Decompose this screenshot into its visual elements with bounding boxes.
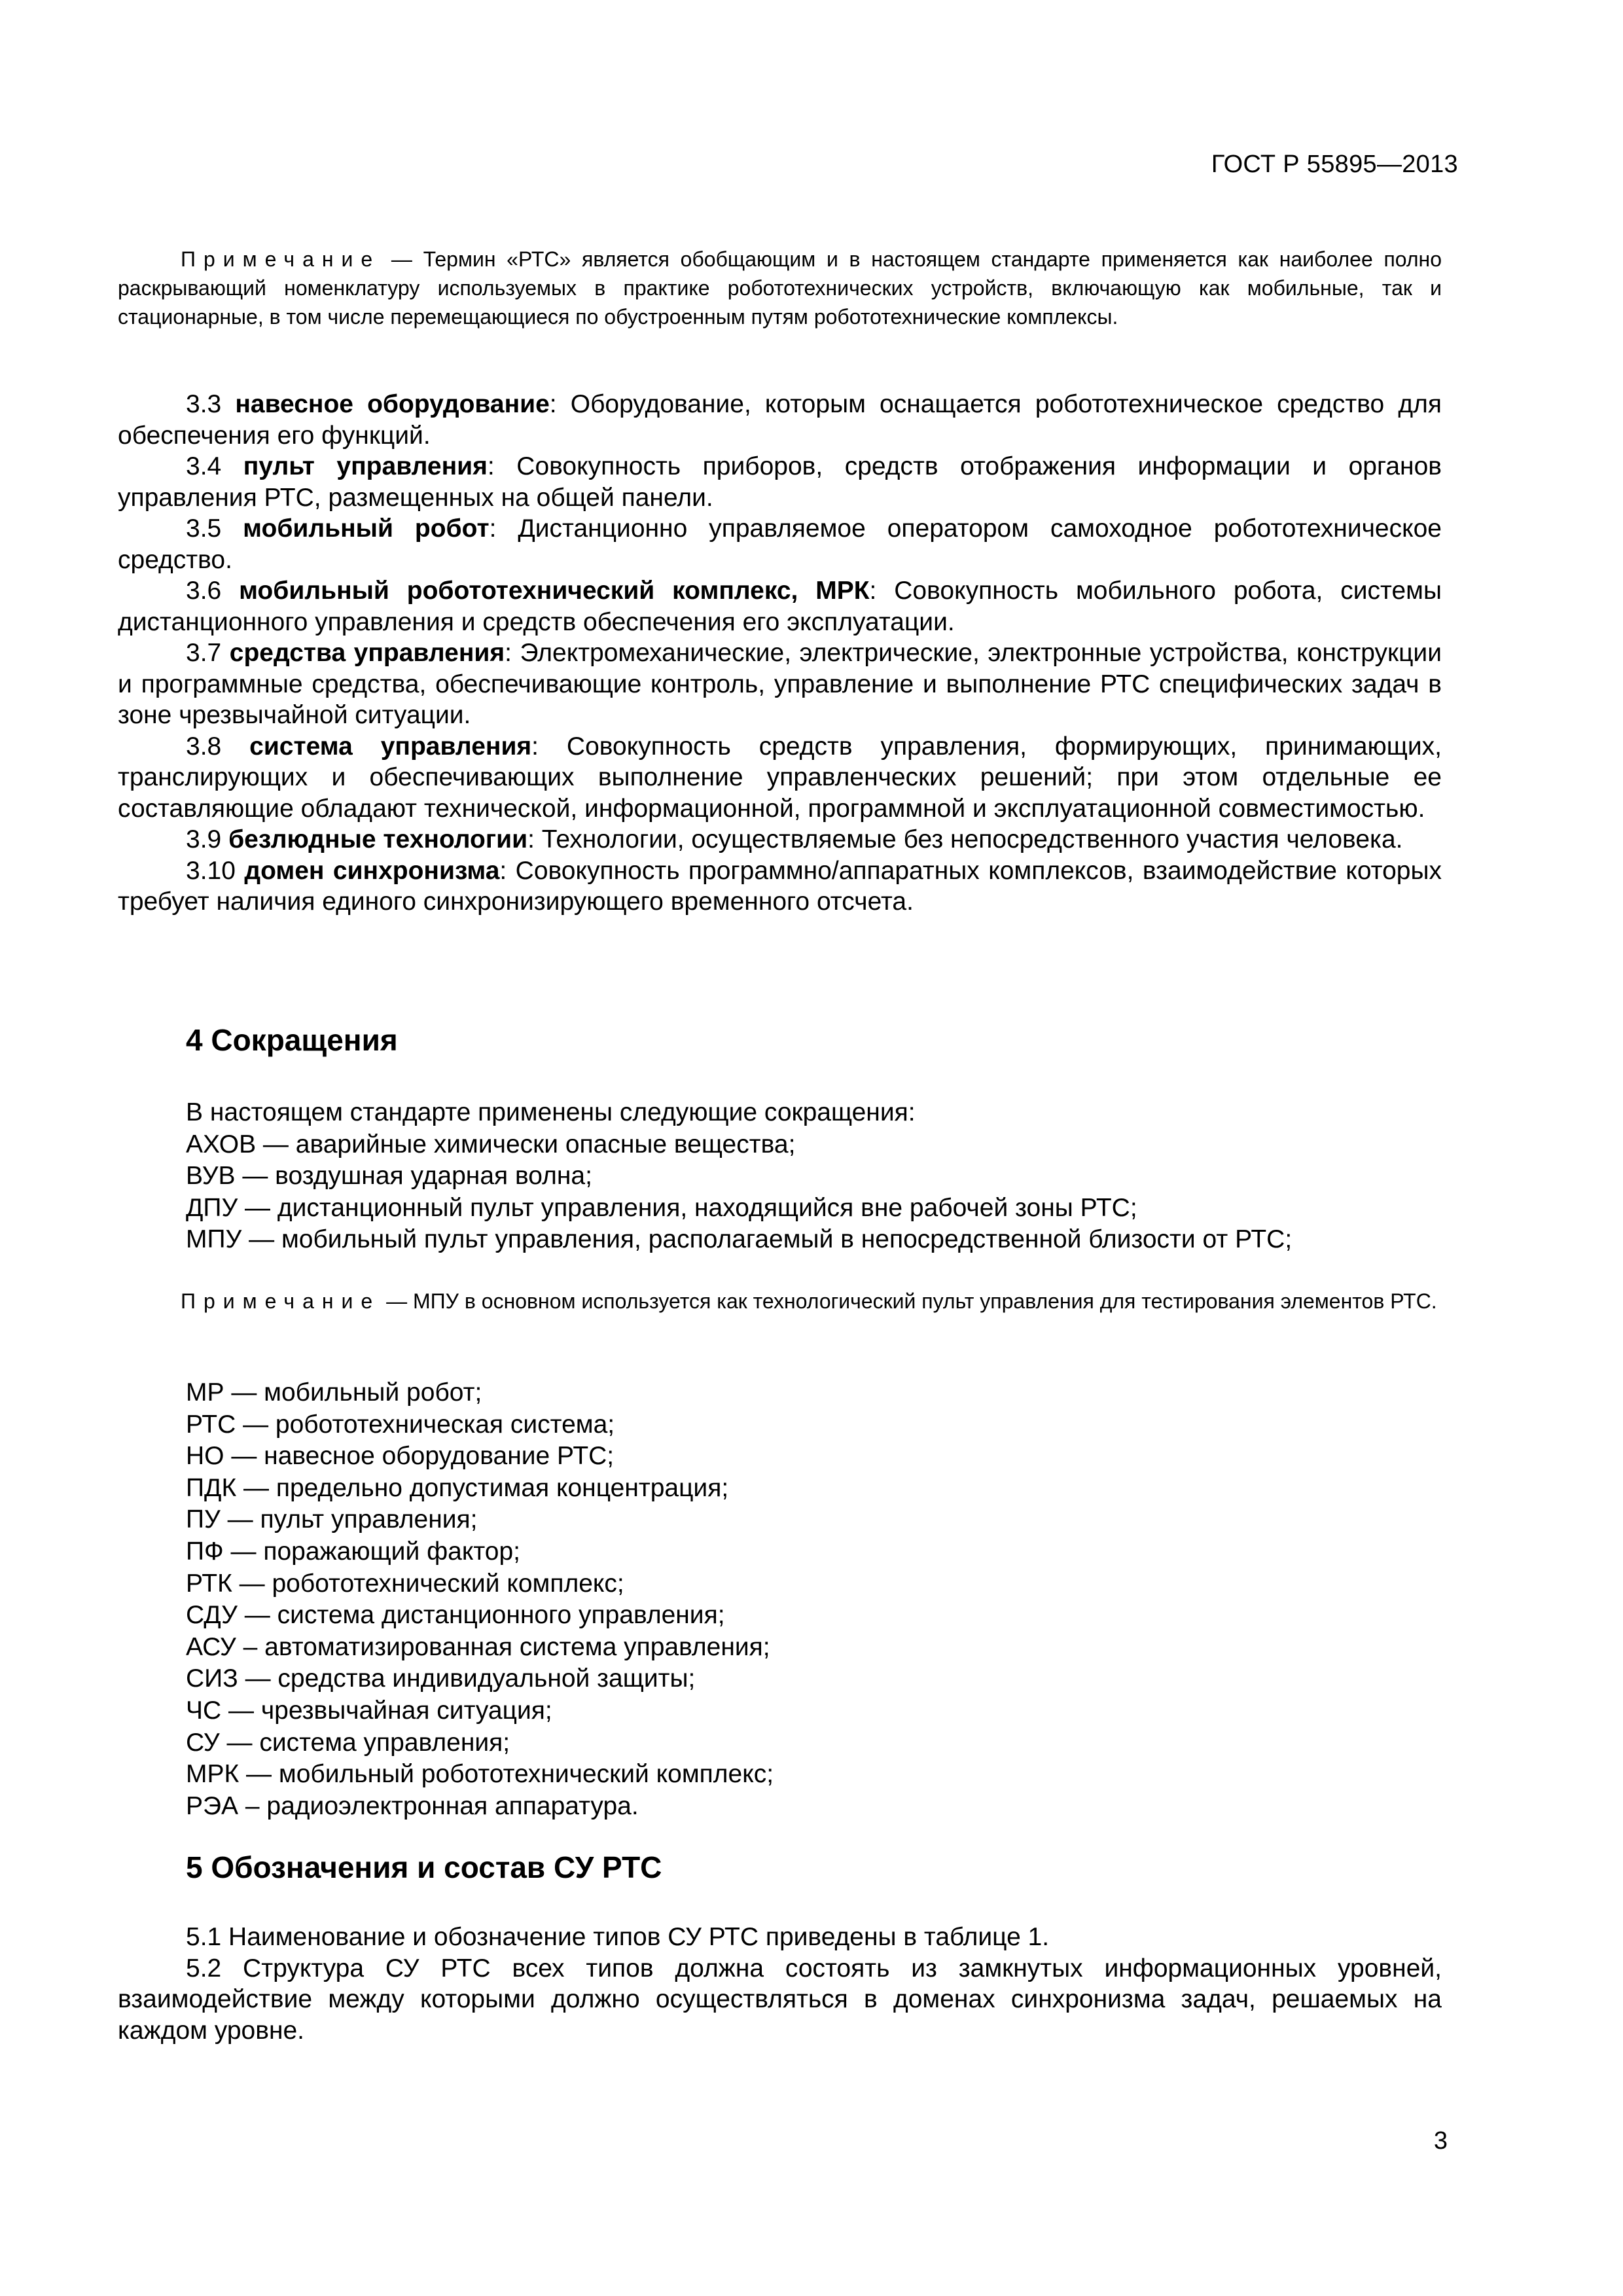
paragraph-5-1: 5.1 Наименование и обозначение типов СУ РТС приведены в таблице 1. [186, 1923, 1050, 1951]
section-4-heading: 4 Сокращения [186, 1023, 398, 1057]
term-3-9: 3.9 безлюдные технологии: Технологии, осуществляемые без непосредственного участия человека. [186, 825, 1403, 853]
term-name: средства управления [229, 639, 505, 667]
note-label: Примечание [181, 1289, 381, 1313]
abbreviation-item: МР — мобильный робот; [186, 1378, 482, 1407]
term-definition: : Совокупность мобильного робота, системы дистанционного управления и средств обеспечения его эксплуатации. [118, 577, 1442, 636]
abbreviation-item: ПФ — поражающий фактор; [186, 1537, 520, 1566]
abbreviation-item: АХОВ — аварийные химически опасные вещества; [186, 1130, 796, 1158]
abbreviation-item: ЧС — чрезвычайная ситуация; [186, 1696, 552, 1725]
terms-block [118, 389, 1442, 918]
term-definition: : Технологии, осуществляемые без непосредственного участия человека. [527, 825, 1403, 853]
abbreviation-item: АСУ – автоматизированная система управления; [186, 1632, 770, 1661]
term-3-4: 3.4 пульт управления: Совокупность приборов, средств отображения информации и органов управления РТС, размещенных на общей панели. [118, 452, 1442, 512]
note-rtc-term [118, 245, 1442, 331]
abbreviations-list-1 [186, 1097, 1292, 1256]
term-definition: : Совокупность средств управления, формирующих, принимающих, транслирующих и обеспечивающих выполнение управленческих решений; при этом отдельные ее составляющие обладают технической, информационной, программной и эксплуатационной совместимостью. [118, 732, 1442, 823]
abbreviations-list-2 [186, 1377, 774, 1822]
abbreviation-item: МПУ — мобильный пульт управления, располагаемый в непосредственной близости от РТС; [186, 1225, 1293, 1254]
abbreviation-item: СИЗ — средства индивидуальной защиты; [186, 1664, 696, 1693]
note-mpu [118, 1287, 1442, 1316]
note-text: — МПУ в основном используется как технологический пульт управления для тестирования элементов РТС. [380, 1289, 1437, 1313]
section-5-heading: 5 Обозначения и состав СУ РТС [186, 1850, 662, 1884]
abbreviation-item: ДПУ — дистанционный пульт управления, находящийся вне рабочей зоны РТС; [186, 1193, 1137, 1222]
note-label: Примечание [181, 247, 381, 271]
term-3-3: 3.3 навесное оборудование: Оборудование, которым оснащается робототехническое средство для обеспечения его функций. [118, 390, 1442, 450]
abbreviation-item: ВУВ — воздушная ударная волна; [186, 1162, 592, 1191]
note-text: — Термин «РТС» является обобщающим и в настоящем стандарте применяется как наиболее полно раскрывающий номенклатуру используемых в практике робототехнических устройств, включающую как мобильные, так и стационарные, в том числе перемещающиеся по обустроенным путям робототехнические комплексы. [118, 247, 1442, 329]
abbreviation-item: РЭА – радиоэлектронная аппаратура. [186, 1791, 639, 1820]
abbreviation-item: РТС — робототехническая система; [186, 1410, 615, 1439]
term-3-6: 3.6 мобильный робототехнический комплекс, МРК: Совокупность мобильного робота, системы дистанционного управления и средств обеспечения его эксплуатации. [118, 577, 1442, 636]
term-3-5: 3.5 мобильный робот: Дистанционно управляемое оператором самоходное робототехническое средство. [118, 514, 1442, 574]
section-5-body [118, 1922, 1442, 2046]
term-name: навесное оборудование [235, 390, 550, 418]
term-3-8: 3.8 система управления: Совокупность средств управления, формирующих, принимающих, транслирующих и обеспечивающих выполнение управленческих решений; при этом отдельные ее составляющие обладают технической, информационной, программной и эксплуатационной совместимостью. [118, 732, 1442, 823]
term-name: домен синхронизма [244, 856, 500, 885]
term-definition: : Совокупность приборов, средств отображения информации и органов управления РТС, размещенных на общей панели. [118, 452, 1442, 512]
term-name: пульт управления [243, 452, 488, 480]
page-number: 3 [1433, 2127, 1448, 2155]
document-id-header: ГОСТ Р 55895—2013 [1211, 151, 1458, 178]
term-name: мобильный робототехнический комплекс, МРК [239, 577, 870, 605]
term-definition: : Оборудование, которым оснащается робототехническое средство для обеспечения его функций. [118, 390, 1442, 450]
term-definition: : Совокупность программно/аппаратных комплексов, взаимодействие которых требует наличия единого синхронизирующего временного отсчета. [118, 856, 1442, 916]
abbreviation-item: МРК — мобильный робототехнический комплекс; [186, 1760, 774, 1789]
abbreviation-item: СУ — система управления; [186, 1728, 510, 1757]
term-3-10: 3.10 домен синхронизма: Совокупность программно/аппаратных комплексов, взаимодействие которых требует наличия единого синхронизирующего временного отсчета. [118, 856, 1442, 916]
abbreviation-item: ПУ — пульт управления; [186, 1505, 478, 1534]
term-definition: : Дистанционно управляемое оператором самоходное робототехническое средство. [118, 514, 1442, 574]
abbreviation-item: ПДК — предельно допустимая концентрация; [186, 1473, 729, 1502]
abbreviation-item: СДУ — система дистанционного управления; [186, 1601, 725, 1630]
abbreviation-item: НО — навесное оборудование РТС; [186, 1442, 615, 1471]
term-name: система управления [249, 732, 532, 761]
term-name: мобильный робот [243, 514, 490, 543]
term-name: безлюдные технологии [228, 825, 528, 853]
abbreviations-intro: В настоящем стандарте применены следующие сокращения: [186, 1098, 916, 1126]
paragraph-5-2: 5.2 Структура СУ РТС всех типов должна состоять из замкнутых информационных уровней, взаимодействие между которыми должно осуществляться в доменах синхронизма задач, решаемых на каждом уровне. [118, 1954, 1442, 2045]
abbreviation-item: РТК — робототехнический комплекс; [186, 1569, 624, 1598]
term-definition: : Электромеханические, электрические, электронные устройства, конструкции и программные средства, обеспечивающие контроль, управление и выполнение РТС специфических задач в зоне чрезвычайной ситуации. [118, 639, 1442, 729]
term-3-7: 3.7 средства управления: Электромеханические, электрические, электронные устройства, конструкции и программные средства, обеспечивающие контроль, управление и выполнение РТС специфических задач в зоне чрезвычайной ситуации. [118, 639, 1442, 729]
